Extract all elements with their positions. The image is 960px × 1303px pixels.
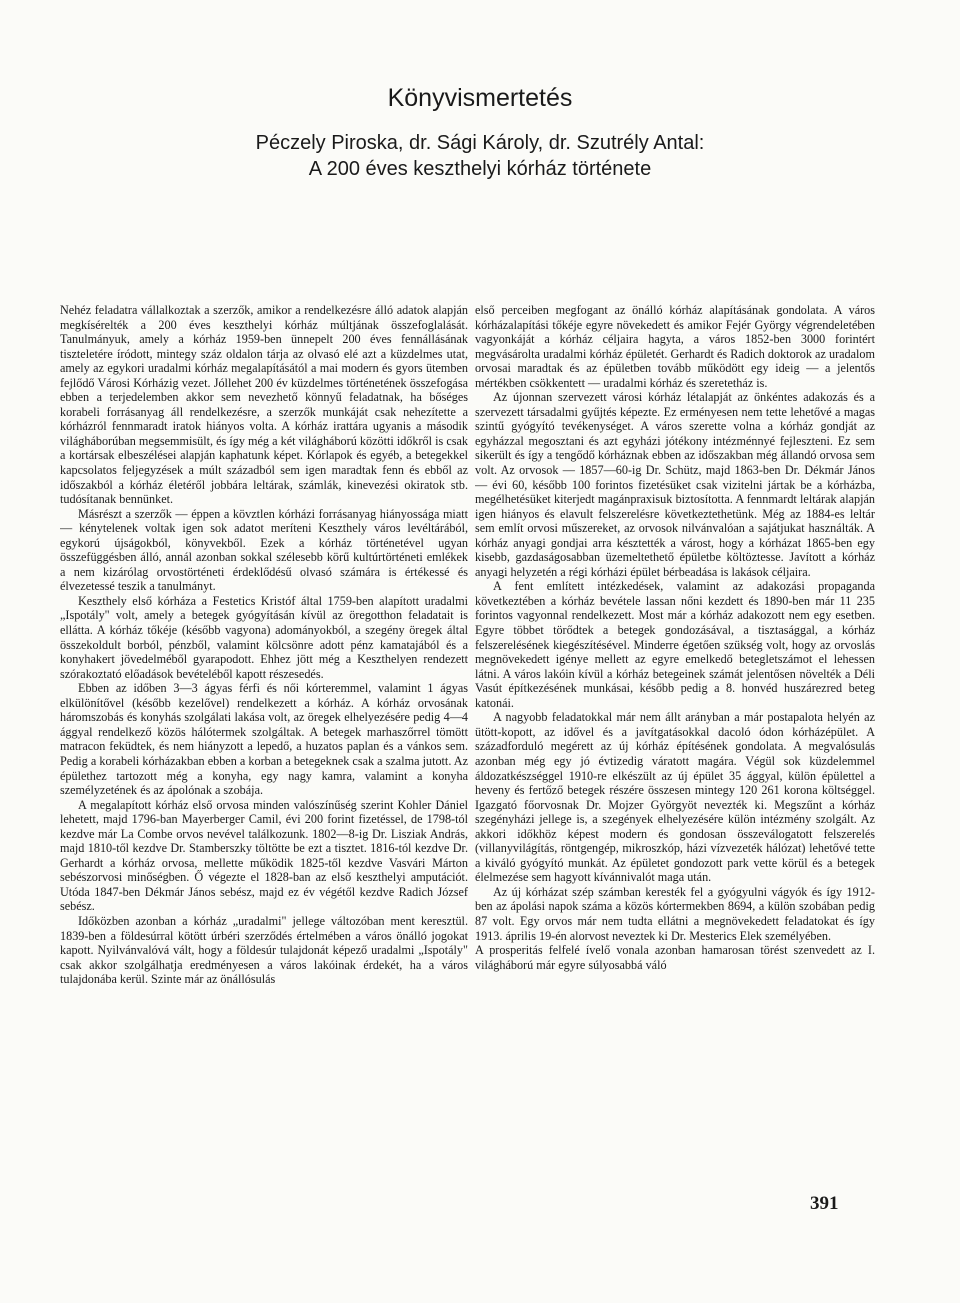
paragraph: első perceiben megfogant az önálló kórház alapításának gondolata. A város kórházalapítási tőkéje egyre növekedett és amikor Fejér György végrendeletében vagyonkáját a kórház céljaira hagyta, a város 1852-ben 3000 forintért megvásárolta uradalmi kórház épületét. Gerhardt és Radich doktorok az uradalom orvosai maradtak és az épületben tovább működött egy ideig — a jelentős mértékben csökkentett — uradalmi kórház és szeretetház is. bbox=[475, 303, 875, 390]
book-title: A 200 éves keszthelyi kórház története bbox=[308, 158, 652, 180]
paragraph: A megalapított kórház első orvosa minden valószínűség szerint Kohler Dániel lehetett, majd 1796-ban Mayerberger Camil, évi 200 forint fizetéssel, de 1798-tól kezdve már La Combe orvos nevével találkozunk. 1802—8-ig Dr. Lisziak András, majd 1810-től kezdve Dr. Stamberszky töltötte be ezt a tisztet. 1816-tól kezdve Dr. Gerhardt a kórház orvosa, mellette működik 1825-től kezdve Vasvári Márton sebészorvosi minőségben. Ő végezte el 1828-ban az első keszthelyi amputációt. Utóda 1847-ben Dékmár János sebész, majd ez év végétől kezdve Radich József sebész. bbox=[60, 797, 468, 914]
paragraph: Az újonnan szervezett városi kórház létalapját az önkéntes adakozás és a szervezett társadalmi gyűjtés képezte. Ez erményesen nem tette lehetővé a magas szintű gyógyító tevékenységet. A város szerette volna a kórház gondját az egyházzal megosztani és azt egyházi jótékony intézménnyé fejleszteni. Ez sem sikerült és így a tengődő kórháznak ebben az időszakban még állandó orvosa sem volt. Az orvosok — 1857—60-ig Dr. Schütz, majd 1863-ben Dr. Dékmár János — évi 60, később 100 forintos fizetésüket csak vizitelni jártak be a kórházba, megélhetésüket kiterjedt magánpraxisuk biztosította. A fennmardt leltárak alapján igen hiányos és elavult felszerelésre következtethetünk. Még az 1884-es leltár sem említ orvosi műszereket, az orvosok nilvánvalóan a sajátjukat használták. A kórház anyagi gondjai arra késztették a várost, hogy a kórházat 1865-ben egy kisebb, gazdaságosabban üzemeltethető épületbe költöztesse. Javított a kórház anyagi helyzetén a régi kórházi épület bérbeadása is lakások céljaira. bbox=[475, 390, 875, 579]
book-header bbox=[0, 130, 960, 182]
paragraph: Másrészt a szerzők — éppen a kövztlen kórházi forrásanyag hiányossága miatt — kénytelenek voltak igen sok adatot meríteni Keszthely város levéltárából, egykorú újságokból, könyvekből. Ezek a kórház történetével ugyan összefüggésben álló, annál azonban sokkal szélesebb körű kultúrtörténeti emlékek a nem kizárólag orvostörténeti érdeklődésű olvasó számára is értékessé és élvezetessé teszik a tanulmányt. bbox=[60, 506, 468, 594]
page-number: 391 bbox=[810, 1193, 839, 1214]
paragraph: Nehéz feladatra vállalkoztak a szerzők, amikor a rendelkezésre álló adatok alapján megkísérelték a 200 éves keszthelyi kórház múltjának összefoglalását. Tanulmányuk, amely a kórház 1959-ben ünnepelt 200 éves fennállásának tiszteletére íródott, mintegy száz oldalon tárja az olvasó elé azt a küzdelmes utat, amely az egykori uradalmi kórház megalapításától a mai modern és gyors ütemben fejlődő Városi Kórházig vezet. Jóllehet 200 év küzdelmes történetének összefogása ebben a terjedelemben akkor sem nevezhető könnyű feladatnak, ha bőséges korabeli forrásanyag áll rendelkezésre, a szerzők munkáját csak nehezítette a kórházról fennmaradt iratok hiányos volta. A kórház irattára ugyanis a második világháborúban megsemmisült, és így még a két világháború közötti időkről is csak a kortársak elbeszélései alapján kaphatunk képet. Kórlapok és egyéb, a betegekkel kapcsolatos feljegyzések a múlt századból sem igen maradtak fenn és ebből az időszakból a kórház életéről jobbára leltárak, számlák, kinevezési okiratok stb. tudósítanak bennünket. bbox=[60, 303, 468, 507]
paragraph: Időközben azonban a kórház „uradalmi" jellege változóban ment keresztül. 1839-ben a földesúrral kötött úrbéri szerződés értelmében a város önálló jogokat kapott. Nyilvánvalóvá vált, hogy a földesúr tulajdonát képező uradalmi „Ispotály" csak akkor szolgálhatja eredményesen a város lakóinak érdekét, ha a város tulajdonába kerül. Szinte már az önállósulás bbox=[60, 913, 468, 987]
paragraph: A nagyobb feladatokkal már nem állt arányban a már postapalota helyén az ütött-kopott, az idővel és a javítgatásokkal dacoló ódon kórházépület. A századforduló megérett az új kórház építésének gondolata. A megvalósulás azonban még egy jó évtizedig váratott magára. Végül sok küzdelemmel áldozatkészséggel 1910-re elkészült az új épület 35 ággyal, külön épülettel a heveny és fertőző betegek részére összesen mintegy 120 261 korona költséggel. Igazgató főorvosnak Dr. Mojzer Györgyöt nevezték ki. Megszűnt a kórház szegényházi jellege is, a szegények elhelyezésére külön intézmény szolgált. Az akkori időkhöz képest modern és gondosan összeválogatott felszerelés (villanyvilágítás, röntgengép, mikroszkóp, házi vízvezeték hálózat) lehetővé tette a kiváló gyógyító munkát. Az épületet gondozott park vette körül és a betegek élelmezése sem hagyott kívánnivalót maga után. bbox=[475, 710, 875, 885]
section-title: Könyvismertetés bbox=[387, 84, 573, 112]
book-authors: Péczely Piroska, dr. Sági Károly, dr. Szutrély Antal: bbox=[255, 132, 705, 154]
left-column bbox=[60, 303, 468, 1233]
paragraph: Az új kórházat szép számban keresték fel a gyógyulni vágyók és így 1912-ben az ápolási napok száma a közös kórtermekben 8694, a külön szobában pedig 87 volt. Egy orvos már nem tudta ellátni a megnövekedett feladatokat és így 1913. április 19-én alorvost neveztek ki Dr. Mesterics Elek személyében. bbox=[475, 884, 875, 943]
paragraph: Keszthely első kórháza a Festetics Kristóf által 1759-ben alapított uradalmi „Ispotály" volt, amely a betegek gyógyításán kívül az öregotthon feladatait is ellátta. A kórház tőkéje (később vagyona) adományokból, a szegény öregek által összekoldult borból, pénzből, valamint kölcsönre adott pénz kamatajából és a konyhakert jövedelméből gyarapodott. Ehhez jött még a Keszthelyen rendezett szórakoztató előadások bevételéből kapott részesedés. bbox=[60, 593, 468, 681]
paragraph: Ebben az időben 3—3 ágyas férfi és női kórteremmel, valamint 1 ágyas elkülönítővel (később kezelővel) rendelkezett a kórház. A kórház orvosának háromszobás és konyhás szolgálati lakása volt, az öregek elhelyezésére pedig 4—4 ággyal rendelkező közös hálótermek szolgáltak. A betegek marhaszőrrel tömött matracon feküdtek, és nem hiányzott a lepedő, a huzatos paplan és a vánkos sem. Pedig a korabeli kórházakban ebben a korban a betegeknek csak a szalma jutott. Az épülethez tartozott még a konyha, egy nagy kamra, valamint a konyha személyzetének és az ápolónak a szobája. bbox=[60, 681, 468, 798]
paragraph: A prosperitás felfelé ívelő vonala azonban hamarosan törést szenvedett az I. világháború már egyre súlyosabbá váló bbox=[475, 943, 875, 972]
paragraph: A fent említett intézkedések, valamint az adakozási propaganda következtében a kórház bevétele lassan nőni kezdett és 1890-ben már 11 235 forintos vagyonnal rendelkezett. Most már a kórház adakozott nem egy esetben. Egyre többet törődtek a betegek gondozásával, a tisztasággal, a kórház felszerelésének kiegészítésével. Minderre égetően szükség volt, hogy az orvoslás megnövekedett igénye mellett az egyre emelkedő betegletszámot el lehessen látni. A város lakóin kívül a kórház betegeinek számát jelentősen növelték a Déli Vasút építkezésének munkásai, később pedig a 8. honvéd huszárezred beteg katonái. bbox=[475, 579, 875, 710]
right-column bbox=[475, 303, 875, 1233]
